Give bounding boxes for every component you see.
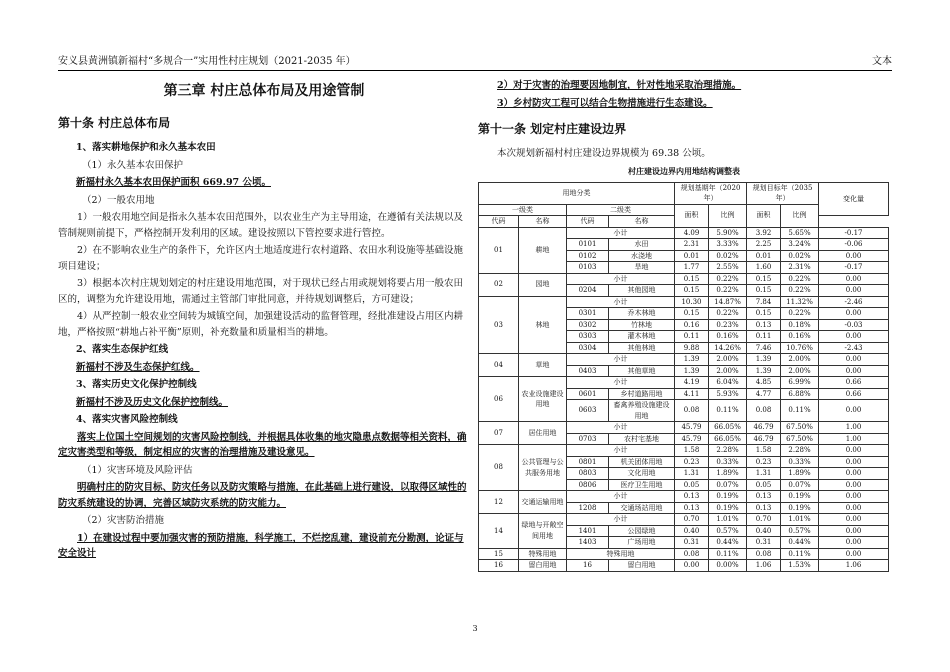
table-cell: 公共管理与公共服务用地 bbox=[519, 445, 567, 491]
table-cell: 46.79 bbox=[747, 422, 781, 434]
table-cell: 1.39 bbox=[675, 365, 709, 377]
table-cell: 0.01 bbox=[675, 250, 709, 262]
table-cell: 0.22% bbox=[781, 273, 819, 285]
table-cell: 2.31% bbox=[781, 262, 819, 274]
table-cell: 2.00% bbox=[709, 354, 747, 366]
table-cell: 0.33% bbox=[781, 456, 819, 468]
th-name: 名称 bbox=[609, 216, 675, 228]
table-cell: 0.33% bbox=[709, 456, 747, 468]
table-cell: 0.66 bbox=[819, 388, 889, 400]
table-cell: 0.00 bbox=[819, 537, 889, 549]
table-cell: 1.31 bbox=[675, 468, 709, 480]
table-cell: 2.31 bbox=[675, 239, 709, 251]
page-header bbox=[58, 56, 892, 71]
th-code: 代码 bbox=[479, 216, 519, 228]
table-cell: 0.00 bbox=[819, 548, 889, 560]
table-cell: 0.00 bbox=[819, 456, 889, 468]
paragraph-4: 4）从严控制一般农业空间转为城镇空间，加强建设活动的监督管理，经批准建设占用区内耕地，严格按照“耕地占补平衡”原则，补充数量和质量相当的耕地。 bbox=[58, 311, 464, 338]
table-cell: -2.46 bbox=[819, 296, 889, 308]
table-cell: 3.24% bbox=[781, 239, 819, 251]
table-row bbox=[479, 491, 889, 503]
table-cell: 0.16% bbox=[709, 331, 747, 343]
table-cell: 竹林地 bbox=[609, 319, 675, 331]
table-cell: 0.16% bbox=[781, 331, 819, 343]
table-cell: 1.01% bbox=[709, 514, 747, 526]
section-2-text: 新福村不涉及生态保护红线。 bbox=[76, 361, 200, 373]
table-cell: 小计 bbox=[567, 354, 675, 366]
table-row bbox=[479, 227, 889, 239]
table-cell: 0.22% bbox=[781, 285, 819, 297]
table-cell: 0.08 bbox=[747, 548, 781, 560]
right-column bbox=[478, 78, 890, 572]
table-cell: 14 bbox=[479, 514, 519, 549]
table-cell: 0.00 bbox=[819, 468, 889, 480]
table-cell: 0.23 bbox=[747, 456, 781, 468]
table-cell: 0.13 bbox=[747, 319, 781, 331]
table-cell: 01 bbox=[479, 227, 519, 273]
table-cell: 0.00 bbox=[819, 273, 889, 285]
table-cell: 2.28% bbox=[781, 445, 819, 457]
table-cell: 1.01% bbox=[781, 514, 819, 526]
table-cell: 水田 bbox=[609, 239, 675, 251]
table-cell: 其他林地 bbox=[609, 342, 675, 354]
table-cell: 06 bbox=[479, 377, 519, 422]
table-cell: 乡村道路用地 bbox=[609, 388, 675, 400]
table-cell: 2.00% bbox=[781, 354, 819, 366]
table-cell: 0.70 bbox=[747, 514, 781, 526]
table-cell: 0.15 bbox=[747, 273, 781, 285]
table-cell: 07 bbox=[479, 422, 519, 445]
table-cell: 0.07% bbox=[781, 479, 819, 491]
table-cell: 公园绿地 bbox=[609, 525, 675, 537]
left-column bbox=[58, 78, 470, 564]
table-row bbox=[479, 354, 889, 366]
table-cell: 0.15 bbox=[675, 273, 709, 285]
table-cell: 0.57% bbox=[709, 525, 747, 537]
paragraph-3: 3）根据本次村庄规划划定的村庄建设用地范围，对于现状已经占用或规划将要占用一般农田区的，调整为允许建设用地，需通过主管部门审批同意，并待规划调整后，方可建设； bbox=[58, 278, 464, 305]
table-cell: 08 bbox=[479, 445, 519, 491]
table-cell: 15 bbox=[479, 548, 519, 560]
table-cell: 0403 bbox=[567, 365, 609, 377]
th-name: 名称 bbox=[519, 216, 567, 228]
table-cell: 0.13 bbox=[675, 502, 709, 514]
table-cell: 0.00% bbox=[709, 560, 747, 572]
table-cell: 0.18% bbox=[781, 319, 819, 331]
table-cell: 1.89% bbox=[781, 468, 819, 480]
table-cell: 0.00 bbox=[819, 525, 889, 537]
table-cell: 4.19 bbox=[675, 377, 709, 389]
th-target-year: 规划目标年（2035年） bbox=[747, 182, 819, 204]
table-title: 村庄建设边界内用地结构调整表 bbox=[628, 165, 740, 176]
table-cell: 0.07% bbox=[709, 479, 747, 491]
table-cell: 耕地 bbox=[519, 227, 567, 273]
table-body bbox=[479, 227, 889, 571]
table-row bbox=[479, 548, 889, 560]
table-cell: 4.77 bbox=[747, 388, 781, 400]
table-cell: 0.15 bbox=[675, 285, 709, 297]
table-cell: 0.00 bbox=[675, 560, 709, 572]
table-cell: 5.93% bbox=[709, 388, 747, 400]
page-number: 3 bbox=[472, 624, 478, 633]
table-cell: 04 bbox=[479, 354, 519, 377]
table-cell: 1.89% bbox=[709, 468, 747, 480]
table-cell: 0.00 bbox=[819, 331, 889, 343]
table-cell: 4.85 bbox=[747, 377, 781, 389]
table-cell: 0.00 bbox=[819, 400, 889, 422]
table-cell: 文化用地 bbox=[609, 468, 675, 480]
table-cell: 9.88 bbox=[675, 342, 709, 354]
table-cell: 1.58 bbox=[675, 445, 709, 457]
table-cell: 0.08 bbox=[675, 548, 709, 560]
table-cell: 0.00 bbox=[819, 285, 889, 297]
table-cell: 0204 bbox=[567, 285, 609, 297]
table-cell: 0.13 bbox=[675, 491, 709, 503]
th-change: 变化量 bbox=[819, 182, 889, 216]
table-cell: 0.02% bbox=[709, 250, 747, 262]
section-3-text: 新福村不涉及历史文化保护控制线。 bbox=[76, 396, 229, 408]
table-cell: 0.05 bbox=[675, 479, 709, 491]
table-cell: 1.39 bbox=[747, 365, 781, 377]
section-1-sub2: （2）一般农用地 bbox=[82, 194, 155, 206]
table-cell: 0.05 bbox=[747, 479, 781, 491]
table-cell: 0.66 bbox=[819, 377, 889, 389]
table-cell: 67.50% bbox=[781, 433, 819, 445]
table-cell: 0801 bbox=[567, 456, 609, 468]
table-cell: 医疗卫生用地 bbox=[609, 479, 675, 491]
table-cell: 其他草地 bbox=[609, 365, 675, 377]
table-cell: 0.00 bbox=[819, 308, 889, 320]
table-row bbox=[479, 296, 889, 308]
table-cell: 1.53% bbox=[781, 560, 819, 572]
table-cell: 乔木林地 bbox=[609, 308, 675, 320]
table-cell: 0.00 bbox=[819, 365, 889, 377]
table-cell: 居住用地 bbox=[519, 422, 567, 445]
measure-item-3: 3）乡村防灾工程可以结合生物措施进行生态建设。 bbox=[497, 97, 713, 109]
table-cell: 0.15 bbox=[747, 285, 781, 297]
table-cell: 0301 bbox=[567, 308, 609, 320]
table-row bbox=[479, 514, 889, 526]
table-cell: 5.65% bbox=[781, 227, 819, 239]
table-cell: 66.05% bbox=[709, 433, 747, 445]
section-4-sub1-text: 明确村庄的防灾目标、防灾任务以及防灾策略与措施，在此基础上进行建设，以取得区域性的防灾系统建设的协调，完善区域防灾系统的防灾能力。 bbox=[58, 482, 467, 509]
table-row bbox=[479, 422, 889, 434]
th-ratio: 比例 bbox=[709, 204, 747, 227]
th-level2: 二级类 bbox=[567, 204, 675, 216]
farmland-area-text: 新福村永久基本农田保护面积 669.97 公顷。 bbox=[76, 177, 271, 188]
table-cell: 4.11 bbox=[675, 388, 709, 400]
table-cell: 0.00 bbox=[819, 514, 889, 526]
table-cell: 0.08 bbox=[747, 400, 781, 422]
table-cell: 小计 bbox=[567, 422, 675, 434]
th-ratio: 比例 bbox=[781, 204, 819, 227]
table-cell: 水浇地 bbox=[609, 250, 675, 262]
table-cell: 小计 bbox=[567, 445, 675, 457]
table-cell: 0.70 bbox=[675, 514, 709, 526]
measure-item-2: 2）对于灾害的治理要因地制宜，针对性地采取治理措施。 bbox=[497, 80, 742, 91]
table-cell: 0.11 bbox=[747, 331, 781, 343]
th-base-year: 规划基期年（2020年） bbox=[675, 182, 747, 204]
table-cell: 16 bbox=[567, 560, 609, 572]
land-use-table bbox=[478, 182, 889, 572]
table-cell: 0.19% bbox=[781, 491, 819, 503]
chapter-title: 第三章 村庄总体布局及用途管制 bbox=[163, 83, 365, 99]
table-cell: 0.40 bbox=[747, 525, 781, 537]
table-cell: 0806 bbox=[567, 479, 609, 491]
table-cell: 0.02% bbox=[781, 250, 819, 262]
table-cell: 小计 bbox=[567, 491, 675, 503]
table-cell: 其他园地 bbox=[609, 285, 675, 297]
table-cell: 0.01 bbox=[747, 250, 781, 262]
paragraph-2: 2）在不影响农业生产的条件下，允许区内土地适度进行农村道路、农田水利设施等基础设施项目建设； bbox=[58, 245, 464, 272]
table-row bbox=[479, 273, 889, 285]
table-cell: 1.31 bbox=[747, 468, 781, 480]
table-cell: 0.19% bbox=[709, 502, 747, 514]
table-cell: 0303 bbox=[567, 331, 609, 343]
table-cell: 2.00% bbox=[781, 365, 819, 377]
table-cell: 0.13 bbox=[747, 491, 781, 503]
table-cell: 0.00 bbox=[819, 250, 889, 262]
table-row bbox=[479, 560, 889, 572]
table-cell: 0.00 bbox=[819, 445, 889, 457]
table-cell: 小计 bbox=[567, 377, 675, 389]
table-cell: 0302 bbox=[567, 319, 609, 331]
table-cell: 45.79 bbox=[675, 433, 709, 445]
table-cell: 10.76% bbox=[781, 342, 819, 354]
paragraph-1: 1）一般农用地空间是指永久基本农田范围外，以农业生产为主导用途，在遵循有关法规以及管制规则前提下，严格控制开发利用的区域。建设按照以下管控要求进行管控。 bbox=[58, 212, 464, 239]
table-cell: 1403 bbox=[567, 537, 609, 549]
table-cell: 67.50% bbox=[781, 422, 819, 434]
table-cell: 4.09 bbox=[675, 227, 709, 239]
table-cell: 广场用地 bbox=[609, 537, 675, 549]
table-cell: 7.46 bbox=[747, 342, 781, 354]
section-4-sub2: （2）灾害防治措施 bbox=[82, 515, 165, 526]
table-cell: 1.77 bbox=[675, 262, 709, 274]
table-cell: 0.11% bbox=[709, 400, 747, 422]
table-cell: 留白用地 bbox=[609, 560, 675, 572]
table-cell: 0.23% bbox=[709, 319, 747, 331]
table-cell: 1.00 bbox=[819, 422, 889, 434]
th-level1: 一级类 bbox=[479, 204, 567, 216]
table-cell: 2.28% bbox=[709, 445, 747, 457]
table-cell: 灌木林地 bbox=[609, 331, 675, 343]
table-cell: 0703 bbox=[567, 433, 609, 445]
table-cell: 5.90% bbox=[709, 227, 747, 239]
table-cell: 农村宅基地 bbox=[609, 433, 675, 445]
table-cell: -2.43 bbox=[819, 342, 889, 354]
table-cell: 0.11% bbox=[781, 400, 819, 422]
section-4-sub1: （1）灾害环境及风险评估 bbox=[82, 464, 193, 476]
table-cell: -0.06 bbox=[819, 239, 889, 251]
table-cell: 0.00 bbox=[819, 491, 889, 503]
table-row bbox=[479, 445, 889, 457]
table-cell: 交通场站用地 bbox=[609, 502, 675, 514]
table-cell: 1401 bbox=[567, 525, 609, 537]
table-cell: 1.06 bbox=[747, 560, 781, 572]
th-area: 面积 bbox=[747, 204, 781, 227]
table-cell: 0803 bbox=[567, 468, 609, 480]
table-cell: 小计 bbox=[567, 273, 675, 285]
table-cell: 0.22% bbox=[709, 308, 747, 320]
table-cell: 0.40 bbox=[675, 525, 709, 537]
table-cell: 0.11 bbox=[675, 331, 709, 343]
table-cell: 03 bbox=[479, 296, 519, 354]
table-cell: 14.26% bbox=[709, 342, 747, 354]
table-cell: 小计 bbox=[567, 514, 675, 526]
table-cell: 特殊用地 bbox=[519, 548, 567, 560]
table-cell: 46.79 bbox=[747, 433, 781, 445]
table-cell: 1.39 bbox=[747, 354, 781, 366]
table-cell: 1.06 bbox=[819, 560, 889, 572]
table-cell: 3.92 bbox=[747, 227, 781, 239]
table-cell: 0.22% bbox=[781, 308, 819, 320]
table-cell: 0603 bbox=[567, 400, 609, 422]
table-row bbox=[479, 377, 889, 389]
table-cell: 特殊用地 bbox=[567, 548, 675, 560]
table-cell: 02 bbox=[479, 273, 519, 296]
table-cell: 0.22% bbox=[709, 273, 747, 285]
table-cell: -0.17 bbox=[819, 262, 889, 274]
table-cell: 小计 bbox=[567, 227, 675, 239]
table-cell: 66.05% bbox=[709, 422, 747, 434]
th-code: 代码 bbox=[567, 216, 609, 228]
table-cell: 农业设施建设用地 bbox=[519, 377, 567, 422]
table-cell: 0.44% bbox=[709, 537, 747, 549]
table-cell: 绿地与开敞空间用地 bbox=[519, 514, 567, 549]
table-cell: 14.87% bbox=[709, 296, 747, 308]
table-cell: 0101 bbox=[567, 239, 609, 251]
table-cell: 0.08 bbox=[675, 400, 709, 422]
table-cell: 1.60 bbox=[747, 262, 781, 274]
table-cell: 0.15 bbox=[675, 308, 709, 320]
table-cell: 0102 bbox=[567, 250, 609, 262]
table-cell: 6.04% bbox=[709, 377, 747, 389]
section-4-sub2-text: 1）在建设过程中要加强灾害的预防措施，科学施工，不烂挖乱建，建设前充分勘测，论证与安全设计 bbox=[58, 532, 464, 559]
table-cell: 0.00 bbox=[819, 479, 889, 491]
table-cell: 11.32% bbox=[781, 296, 819, 308]
table-cell: 0.00 bbox=[819, 354, 889, 366]
table-cell: 0304 bbox=[567, 342, 609, 354]
table-cell: -0.03 bbox=[819, 319, 889, 331]
table-cell: 3.33% bbox=[709, 239, 747, 251]
table-cell: 0103 bbox=[567, 262, 609, 274]
table-cell: 0.44% bbox=[781, 537, 819, 549]
table-cell: 机关团体用地 bbox=[609, 456, 675, 468]
section-1-heading: 1、落实耕地保护和永久基本农田 bbox=[76, 142, 216, 153]
table-cell: 16 bbox=[479, 560, 519, 572]
table-cell: 0.31 bbox=[675, 537, 709, 549]
table-cell: 0.57% bbox=[781, 525, 819, 537]
table-cell: 2.00% bbox=[709, 365, 747, 377]
th-area: 面积 bbox=[675, 204, 709, 227]
article-10-title: 第十条 村庄总体布局 bbox=[58, 116, 171, 130]
header-label: 文本 bbox=[872, 56, 892, 67]
table-cell: 0.19% bbox=[781, 502, 819, 514]
table-cell: 畜禽养殖设施建设用地 bbox=[609, 400, 675, 422]
table-cell: 1.58 bbox=[747, 445, 781, 457]
table-cell: 园地 bbox=[519, 273, 567, 296]
table-cell: 留白用地 bbox=[519, 560, 567, 572]
th-classification: 用地分类 bbox=[479, 182, 675, 204]
table-cell: 12 bbox=[479, 491, 519, 514]
section-4-text: 落实上位国土空间规划的灾害风险控制线，并根据具体收集的地灾隐患点数据等相关资料，确定灾害类型和等级，制定相应的灾害的治理措施及建设意见。 bbox=[58, 431, 467, 458]
table-cell: 45.79 bbox=[675, 422, 709, 434]
section-1-sub1: （1）永久基本农田保护 bbox=[82, 159, 184, 171]
table-cell: 6.88% bbox=[781, 388, 819, 400]
table-cell: 6.99% bbox=[781, 377, 819, 389]
table-cell: 0.31 bbox=[747, 537, 781, 549]
header-title: 安义县黄洲镇新福村“多规合一”实用性村庄规划（2021-2035 年） bbox=[58, 56, 356, 67]
table-cell: 小计 bbox=[567, 296, 675, 308]
section-2-heading: 2、落实生态保护红线 bbox=[76, 344, 169, 355]
table-cell: 0.00 bbox=[819, 502, 889, 514]
table-cell: 1.00 bbox=[819, 433, 889, 445]
table-cell: 1208 bbox=[567, 502, 609, 514]
table-cell: 0.15 bbox=[747, 308, 781, 320]
table-cell: -0.17 bbox=[819, 227, 889, 239]
table-cell: 10.30 bbox=[675, 296, 709, 308]
section-3-heading: 3、落实历史文化保护控制线 bbox=[76, 379, 197, 390]
table-cell: 2.55% bbox=[709, 262, 747, 274]
article-11-title: 第十一条 划定村庄建设边界 bbox=[478, 122, 627, 136]
table-cell: 1.39 bbox=[675, 354, 709, 366]
table-cell: 0.22% bbox=[709, 285, 747, 297]
section-4-heading: 4、落实灾害风险控制线 bbox=[76, 414, 178, 425]
table-cell: 0.11% bbox=[709, 548, 747, 560]
table-cell: 2.25 bbox=[747, 239, 781, 251]
table-cell: 7.84 bbox=[747, 296, 781, 308]
table-cell: 0.23 bbox=[675, 456, 709, 468]
boundary-intro: 本次规划新福村村庄建设边界规模为 69.38 公顷。 bbox=[497, 148, 711, 159]
table-cell: 草地 bbox=[519, 354, 567, 377]
table-cell: 0.13 bbox=[747, 502, 781, 514]
table-cell: 旱地 bbox=[609, 262, 675, 274]
table-cell: 0.11% bbox=[781, 548, 819, 560]
table-cell: 0601 bbox=[567, 388, 609, 400]
table-cell: 交通运输用地 bbox=[519, 491, 567, 514]
table-cell: 0.19% bbox=[709, 491, 747, 503]
table-cell: 0.16 bbox=[675, 319, 709, 331]
table-cell: 林地 bbox=[519, 296, 567, 354]
